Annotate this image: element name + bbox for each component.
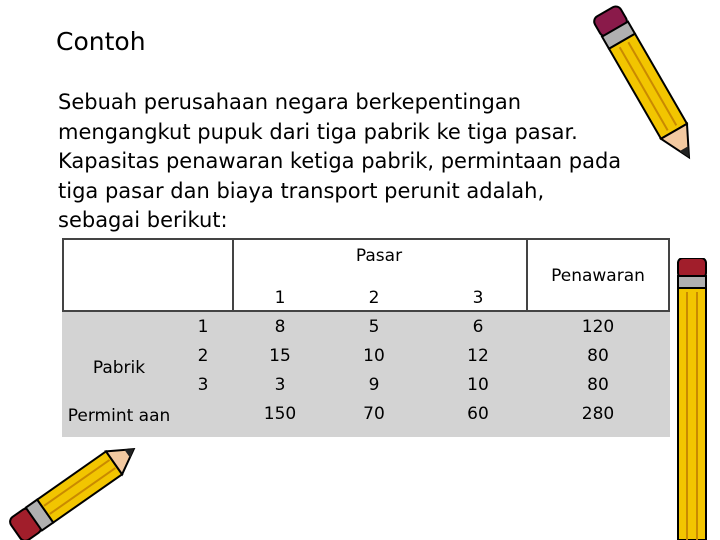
factory-label: Pabrik	[92, 358, 146, 378]
cost-cell: 9	[368, 375, 380, 395]
cost-cell: 5	[368, 317, 380, 337]
pencil-icon	[590, 0, 708, 175]
demand-label: Permint aan	[67, 406, 171, 426]
table-border-left	[62, 238, 64, 310]
table-border-top	[62, 238, 670, 240]
cost-cell: 10	[467, 375, 489, 395]
market-header: Pasar	[355, 246, 403, 266]
factory-number-2: 2	[197, 346, 209, 366]
paragraph-line: sebagai berikut:	[58, 208, 228, 232]
market-label-1: 1	[274, 288, 286, 308]
paragraph-line: tiga pasar dan biaya transport perunit adalah,	[58, 178, 545, 203]
demand-cell: 70	[363, 404, 385, 424]
cost-cell: 6	[472, 317, 484, 337]
problem-paragraph	[58, 88, 658, 236]
supply-cell: 120	[581, 317, 615, 337]
pencil-icon	[668, 258, 716, 540]
supply-cell: 80	[587, 346, 609, 366]
cost-cell: 10	[363, 346, 385, 366]
demand-cell: 60	[467, 404, 489, 424]
paragraph-line: Kapasitas penawaran ketiga pabrik, permintaan pada	[58, 149, 622, 173]
pencil-icon	[0, 438, 150, 540]
slide-title: Contoh	[56, 27, 146, 56]
demand-cell: 150	[263, 404, 297, 424]
paragraph-line: mengangkut pupuk dari tiga pabrik ke tiga pasar.	[58, 119, 578, 144]
cost-cell: 15	[269, 346, 291, 366]
supply-cell: 80	[587, 375, 609, 395]
paragraph-line: Sebuah perusahaan negara berkepentingan	[58, 90, 522, 114]
total-cell: 280	[581, 404, 615, 424]
supply-header: Penawaran	[551, 266, 645, 286]
factory-number-3: 3	[197, 375, 209, 395]
market-label-2: 2	[368, 288, 380, 308]
cost-cell: 3	[274, 375, 286, 395]
cost-cell: 8	[274, 317, 286, 337]
market-label-3: 3	[472, 288, 484, 308]
table-header-bottom	[62, 310, 670, 312]
factory-number-1: 1	[197, 317, 209, 337]
cost-cell: 12	[467, 346, 489, 366]
